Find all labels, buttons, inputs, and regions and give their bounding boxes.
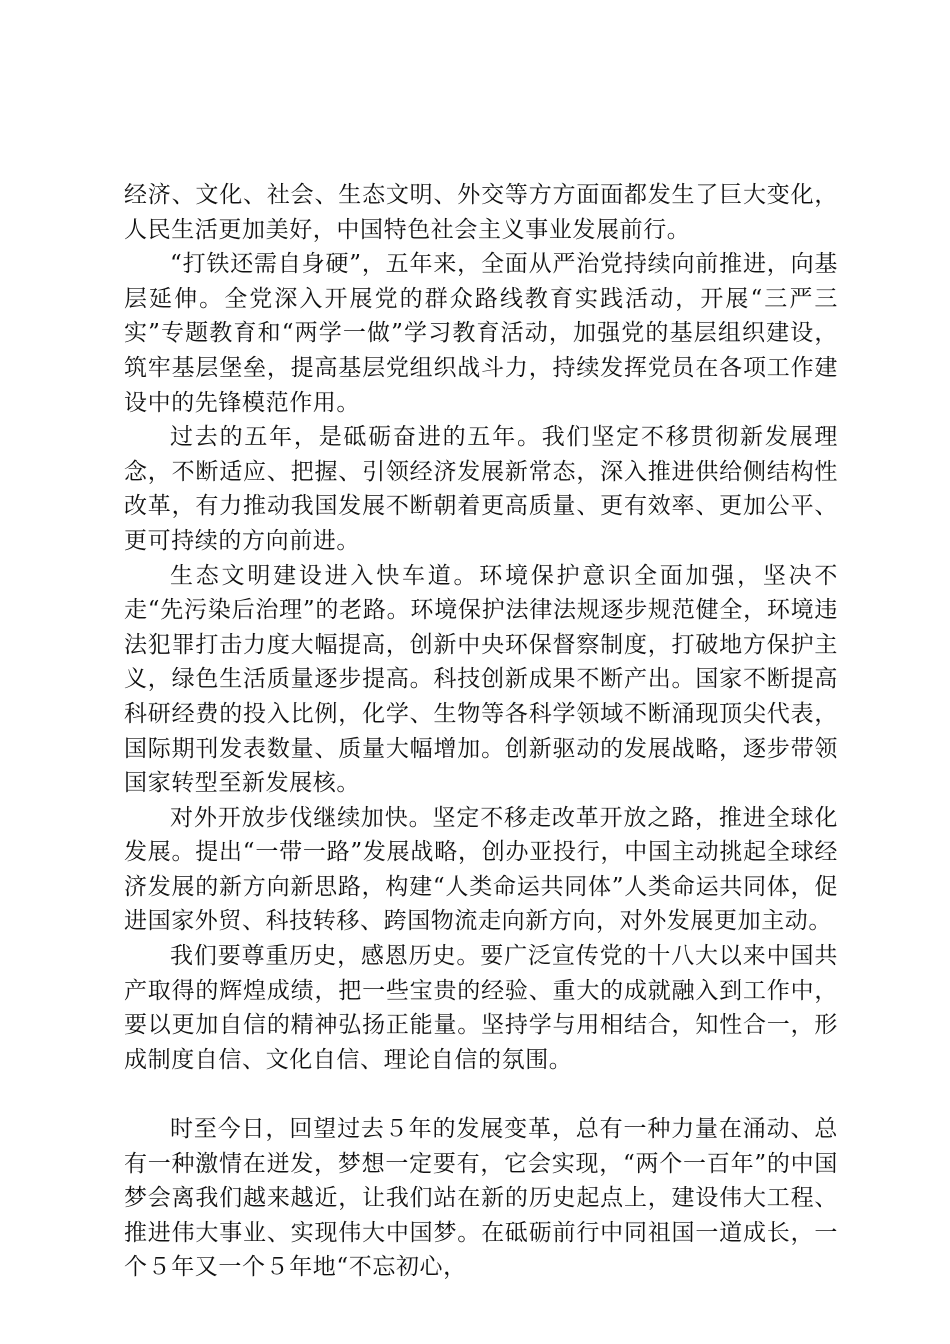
paragraph-respect-history: 我们要尊重历史，感恩历史。要广泛宣传党的十八大以来中国共产取得的辉煌成绩，把一些宝贵的经验、重大的成就融入到工作中，要以更加自信的精神弘扬正能量。坚持学与用相结合，知性合一，形成制度自信、文化自信、理论自信的氛围。 [124,943,838,1073]
paragraph-opening-up: 对外开放步伐继续加快。坚定不移走改革开放之路，推进全球化发展。提出“一带一路”发展战略，创办亚投行，中国主动挑起全球经济发展的新方向新思路，构建“人类命运共同体”人类命运共同体，促进国家外贸、科技转移、跨国物流走向新方向，对外发展更加主动。 [124,804,838,935]
paragraph-ecology-technology: 生态文明建设进入快车道。环境保护意识全面加强，坚决不走“先污染后治理”的老路。环境保护法律法规逐步规范健全，环境违法犯罪打击力度大幅提高，创新中央环保督察制度，打破地方保护主义，绿色生活质量逐步提高。科技创新成果不断产出。国家不断提高科研经费的投入比例，化学、生物等各科学领域不断涌现顶尖代表，国际期刊发表数量、质量大幅增加。创新驱动的发展战略，逐步带领国家转型至新发展核。 [124,562,838,797]
paragraph-looking-back: 时至今日，回望过去５年的发展变革，总有一种力量在涌动、总有一种激情在迸发，梦想一定要有，它会实现，“两个一百年”的中国梦会离我们越来越近，让我们站在新的历史起点上，建设伟大工程、推进伟大事业、实现伟大中国梦。在砥砺前行中同祖国一道成长，一个５年又一个５年地“不忘初心， [124,1116,838,1281]
paragraph-five-years: 过去的五年，是砥砺奋进的五年。我们坚定不移贯彻新发展理念，不断适应、把握、引领经济发展新常态，深入推进供给侧结构性改革，有力推动我国发展不断朝着更高质量、更有效率、更加公平、更可持续的方向前进。 [124,424,838,554]
paragraph-party-discipline: “打铁还需自身硬”，五年来，全面从严治党持续向前推进，向基层延伸。全党深入开展党的群众路线教育实践活动，开展“三严三实”专题教育和“两学一做”学习教育活动，加强党的基层组织建设，筑牢基层堡垒，提高基层党组织战斗力，持续发挥党员在各项工作建设中的先锋模范作用。 [124,251,838,416]
document-body [124,178,838,1285]
paragraph-continuation: 经济、文化、社会、生态文明、外交等方方面面都发生了巨大变化，人民生活更加美好，中国特色社会主义事业发展前行。 [124,182,838,243]
paragraph-spacer [124,1077,838,1112]
